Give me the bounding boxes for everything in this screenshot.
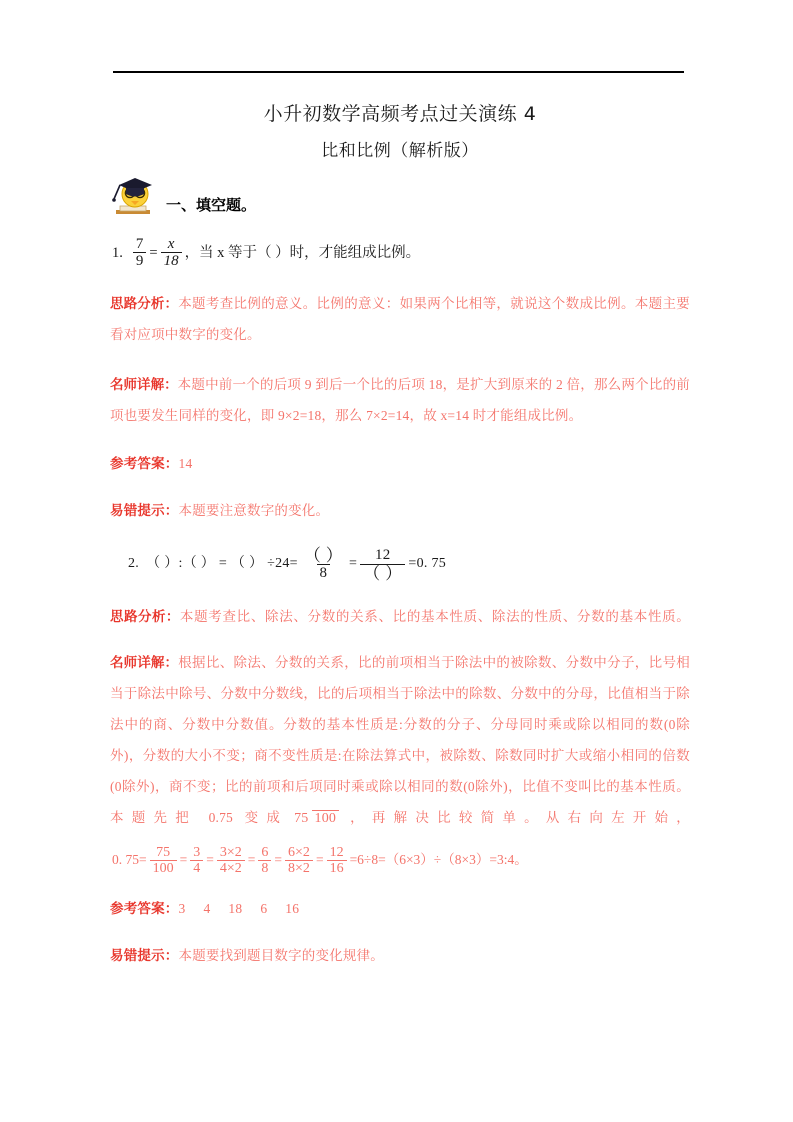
answer-value: 6 — [260, 900, 268, 916]
section-label: 一、填空题。 — [166, 196, 257, 214]
page-subtitle: 比和比例（解析版） — [321, 141, 479, 161]
fraction-numerator: 3×2 — [219, 844, 242, 860]
analysis-label: 思路分析： — [110, 296, 179, 312]
calc-start: 0. 75= — [112, 852, 147, 868]
equals-sign: = — [349, 556, 358, 572]
question-1-text: ，当 x 等于（ ）时，才能组成比例。 — [184, 244, 421, 261]
question-1-number: 1. — [112, 244, 123, 261]
answer-value: 14 — [178, 456, 193, 472]
answer-label: 参考答案： — [110, 900, 179, 916]
calc-step-5 — [285, 845, 313, 876]
detail-text-part-1: 根据比、除法、分数的关系，比的前项相当于除法中的被除数、分数中分子，比号相当于除法中除号、分数中分数线，比的后项相当于除法中的除数、分数中的分母，比值相当于除法中的商、分数中分数值。分数的基本性质是:分数的分子、分母同时乘或除以相同的数(0除外)，分数的大小不变；商不变性质是:在除法算式中，被除数、除数同时扩大或缩小相同的倍数(0除外)，商不变；比的前项和后项同时乘或除以相同的数(0除外)，比值不变叫比的基本性质。本题先把 0.75 变成 — [110, 654, 690, 825]
fraction-75-over-100-inline — [291, 811, 339, 826]
fraction-denominator: 100 — [312, 810, 340, 826]
fraction-denominator: （ ） — [360, 564, 405, 582]
fraction-numerator: 3 — [193, 844, 201, 860]
fraction-numerator: 7 — [135, 236, 144, 252]
equals-sign: = — [206, 852, 214, 868]
analysis-text: 本题考查比例的意义。比例的意义：如果两个比相等，就说这个数成比例。本题主要看对应项中数字的变化。 — [110, 296, 690, 343]
calc-step-6 — [327, 845, 347, 876]
calc-step-4 — [258, 845, 271, 876]
header-rule — [113, 71, 684, 73]
fraction-denominator: 4 — [190, 860, 203, 876]
fraction-denominator: 8 — [317, 564, 331, 581]
calc-tail: =6÷8=（6×3）÷（8×3）=3:4。 — [349, 852, 528, 868]
tip-label: 易错提示： — [110, 947, 179, 963]
equals-sign: = — [179, 852, 188, 868]
detail-text: 本题中前一个的后项 9 到后一个比的后项 18，是扩大到原来的 2 倍，那么两个比的前项也要发生同样的变化，即 9×2=18，那么 7×2=14，故 x=14 时才能组成比例。 — [110, 377, 690, 424]
question-2-number: 2. — [128, 556, 140, 572]
answer-value: 18 — [228, 900, 243, 916]
calc-step-1 — [150, 845, 177, 876]
question-2-expression-suffix: =0. 75 — [408, 556, 447, 572]
fraction-numerator: （ ） — [303, 546, 344, 566]
graduate-smiley-icon — [106, 172, 164, 218]
fraction-numerator: 12 — [375, 547, 391, 564]
tip-text: 本题要注意数字的变化。 — [178, 503, 330, 519]
analysis-label: 思路分析： — [110, 608, 180, 624]
fraction-7-over-9 — [133, 236, 147, 269]
document-content — [110, 96, 690, 970]
tip-text: 本题要找到题目数字的变化规律。 — [178, 947, 384, 963]
fraction-numerator: 6 — [261, 844, 269, 860]
analysis-text: 本题考查比、除法、分数的关系、比的基本性质、除法的性质、分数的基本性质。 — [179, 608, 691, 624]
answer-value: 16 — [285, 900, 300, 916]
detail-label: 名师详解： — [110, 654, 179, 670]
answer-value: 3 — [178, 900, 186, 916]
answer-label: 参考答案： — [110, 456, 179, 472]
fraction-denominator: 18 — [161, 252, 182, 269]
tip-label: 易错提示： — [110, 503, 179, 519]
question-2-tip — [110, 942, 690, 970]
question-1-detail — [110, 369, 690, 431]
fraction-blank-over-8 — [301, 547, 346, 581]
question-2-calculation — [110, 845, 690, 876]
fraction-numerator: 75 — [294, 810, 309, 826]
answer-values — [179, 901, 300, 916]
question-1-line — [110, 236, 690, 269]
fraction-denominator: 9 — [133, 252, 147, 269]
section-header — [110, 186, 690, 218]
equals-sign: = — [274, 852, 283, 868]
fraction-denominator: 8 — [258, 860, 271, 876]
question-1-analysis — [110, 288, 690, 350]
fraction-denominator: 4×2 — [217, 860, 245, 876]
fraction-denominator: 100 — [150, 860, 177, 876]
fraction-denominator: 16 — [327, 860, 347, 876]
fraction-numerator: 75 — [156, 844, 171, 860]
fraction-numerator: 12 — [329, 844, 344, 860]
equals-sign: = — [247, 852, 256, 868]
equals-sign: = — [315, 852, 324, 868]
question-2-detail — [110, 647, 690, 833]
question-1-tip — [110, 497, 690, 525]
fraction-12-over-blank — [360, 547, 405, 581]
detail-label: 名师详解： — [110, 377, 178, 393]
question-2-analysis — [110, 601, 690, 632]
fraction-numerator: x — [167, 236, 175, 252]
calc-step-3 — [217, 845, 245, 876]
detail-text-part-2: ，再解决比较简单。从右向左开始， — [342, 809, 690, 825]
question-1-answer — [110, 450, 690, 478]
question-2-expression-prefix: （ ）:（ ） = （ ） ÷24= — [146, 556, 298, 572]
answer-value: 4 — [203, 900, 211, 916]
calc-step-2 — [190, 845, 203, 876]
question-2-line — [110, 547, 690, 581]
question-2-answer — [110, 895, 690, 923]
equals-sign: = — [149, 244, 158, 261]
fraction-x-over-18 — [161, 236, 182, 269]
fraction-numerator: 6×2 — [288, 844, 310, 860]
fraction-denominator: 8×2 — [285, 860, 313, 876]
page-title: 小升初数学高频考点过关演练 4 — [263, 103, 537, 125]
